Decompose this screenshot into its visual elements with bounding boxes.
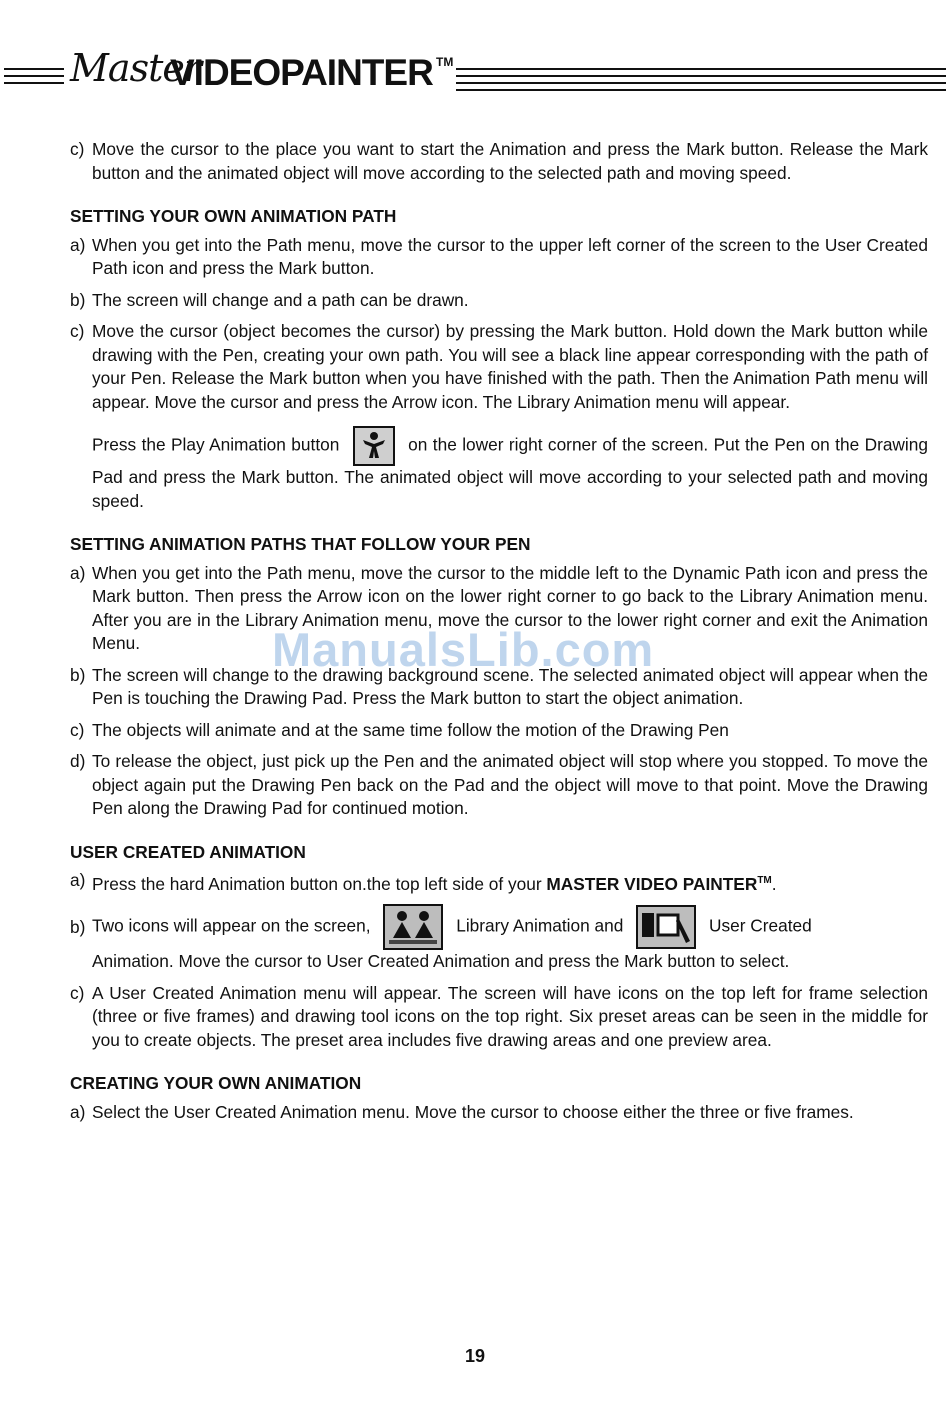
page-number: 19 [464, 1346, 486, 1366]
list-item [70, 750, 928, 821]
list-item [70, 234, 928, 281]
item-text: Select the User Created Animation menu. Move the cursor to choose either the three or five frames. [92, 1101, 854, 1122]
item-label: c) [70, 982, 85, 1003]
section-heading-creating-own: CREATING YOUR OWN ANIMATION [70, 1073, 362, 1094]
list-item [70, 320, 928, 414]
product-name: MASTER VIDEO PAINTER [546, 873, 758, 894]
play-text-after: on the lower right corner of the screen. Put the Pen on the Drawing Pad and press the Mark button. The animated object will move according to your selected path and moving speed. [92, 434, 928, 511]
play-text-before: Press the Play Animation button [92, 434, 340, 455]
item-text: The screen will change and a path can be drawn. [92, 289, 469, 310]
item-label: b) [70, 917, 86, 938]
logo-script: Master [70, 46, 201, 90]
item-text-end: . [771, 873, 777, 894]
header-rule-right-4 [456, 89, 946, 91]
item-label: c) [70, 139, 85, 159]
item-label: d) [70, 751, 86, 771]
library-animation-icon [383, 904, 443, 950]
item-label: a) [70, 870, 86, 890]
list-item [70, 904, 928, 974]
intro-item-c [70, 138, 928, 185]
header-rule-left-1 [4, 68, 64, 70]
header-rule-left-2 [4, 75, 64, 77]
item-text: The objects will animate and at the same time follow the motion of the Drawing Pen [92, 719, 729, 740]
section-heading-follow-pen: SETTING ANIMATION PATHS THAT FOLLOW YOUR PEN [70, 534, 531, 554]
item-text: Move the cursor to the place you want to start the Animation and press the Mark button. Release the Mark button and the animated object will move according to the selected path and moving speed. [92, 139, 928, 183]
section-heading-own-path: SETTING YOUR OWN ANIMATION PATH [70, 206, 397, 226]
item-text: The screen will change to the drawing background scene. The selected animated object will appear when the Pen is touching the Drawing Pad. Press the Mark button to start the object animation. [92, 664, 928, 708]
watermark: ManualsLib.com [272, 623, 655, 676]
list-item [70, 719, 928, 743]
item-text: When you get into the Path menu, move the cursor to the upper left corner of the screen to the User Created Path icon and press the Mark button. [92, 234, 928, 278]
list-item [70, 869, 928, 896]
item-label: c) [70, 719, 85, 740]
header-rule-left-3 [4, 82, 64, 84]
item-text: A User Created Animation menu will appear. The screen will have icons on the top left for frame selection (three or five frames) and drawing tool icons on the top right. Six preset areas can be seen in the middle for you to create objects. The preset area includes five drawing areas and one preview area. [92, 982, 928, 1050]
item-text [92, 904, 928, 974]
item-label: a) [70, 1101, 86, 1122]
item-label: b) [70, 664, 86, 685]
item-text [92, 869, 928, 896]
item-label: a) [70, 234, 86, 255]
item-text: When you get into the Path menu, move the cursor to the middle left to the Dynamic Path icon and press the Mark button. Then press the Arrow icon on the lower right corner to go back to the Library Animation menu. After you are in the Library Animation menu, move the cursor to the lower right corner and exit the Animation Menu. [92, 562, 928, 653]
user-created-animation-icon [636, 905, 696, 949]
header-rule-right-2 [456, 75, 946, 77]
item-text-plain: Press the hard Animation button on.the top left side of your [92, 873, 542, 894]
section-heading-user-created: USER CREATED ANIMATION [70, 841, 306, 862]
item-text-part1: Two icons will appear on the screen, [92, 915, 371, 936]
logo-main: VIDEOPAINTER [170, 52, 433, 93]
header-rule-right-1 [456, 68, 946, 70]
list-item [70, 982, 928, 1053]
item-text-part3: User Created [708, 915, 812, 936]
list-item [70, 1101, 928, 1125]
item-label: a) [70, 562, 86, 583]
item-label: c) [70, 321, 85, 341]
list-item [70, 289, 928, 313]
play-animation-icon [353, 426, 395, 466]
trademark-mark: TM [757, 875, 772, 886]
logo-trademark: TM [436, 55, 454, 69]
item-text: Move the cursor (object becomes the cursor) by pressing the Mark button. Hold down the Mark button while drawing with the Pen, creating your own path. You will see a black line appear corresponding with the path of your Pen. Release the Mark button when you have finished with the path. Then the Animation Path menu will appear. Move the cursor and press the Arrow icon. The Library Animation menu will appear. [92, 321, 928, 412]
item-label: b) [70, 289, 86, 310]
item-text-part2: Library Animation and [456, 915, 624, 936]
item-text-part4: Animation. Move the cursor to User Created Animation and press the Mark button to select. [92, 951, 790, 972]
header-rule-right-3 [456, 82, 946, 84]
play-paragraph [70, 426, 928, 513]
item-text: To release the object, just pick up the Pen and the animated object will stop where you stopped. To move the object again put the Drawing Pen back on the Pad and the object will move to that point. Move the Drawing Pen along the Drawing Pad for continued motion. [92, 751, 928, 818]
